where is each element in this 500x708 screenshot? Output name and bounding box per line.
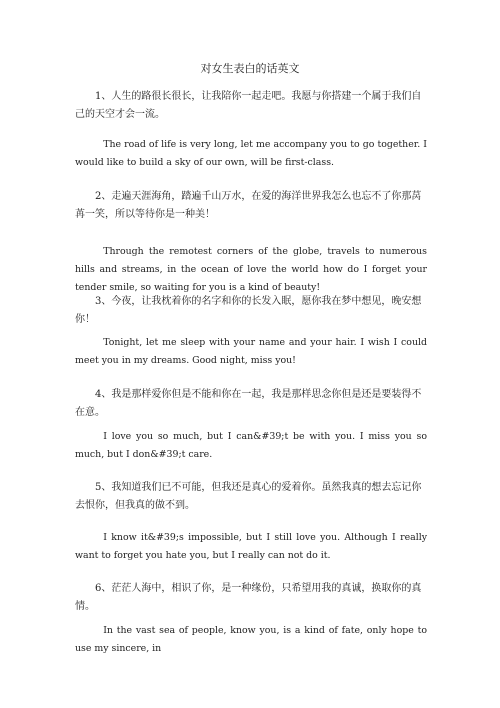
paragraph-zh-5: 5、我知道我们已不可能，但我还是真心的爱着你。虽然我真的想去忘记你去恨你，但我真的做不到。 bbox=[75, 482, 422, 511]
paragraph-en-1: The road of life is very long, let me accompany you to go together. I would like to build a sky of our own, will be first-class. bbox=[75, 139, 427, 168]
paragraph-zh-2: 2、走遍天涯海角，踏遍千山万水，在爱的海洋世界我怎么也忘不了你那莴苒一笑，所以等待你是一种美！ bbox=[75, 191, 422, 220]
paragraph-en-6: In the vast sea of people, know you, is a kind of fate, only hope to use my sincere, in bbox=[75, 625, 427, 654]
paragraph-zh-3: 3、今夜，让我枕着你的名字和你的长发入眠，愿你我在梦中想见，晚安想你！ bbox=[75, 296, 422, 325]
paragraph-zh-6: 6、茫茫人海中，相识了你，是一种缘份，只希望用我的真诚，换取你的真情。 bbox=[75, 583, 422, 612]
paragraph-en-5: I know it&#39;s impossible, but I still love you. Although I really want to forget you hate you, but I really can not do it. bbox=[75, 532, 427, 561]
paragraph-en-4: I love you so much, but I can&#39;t be with you. I miss you so much, but I don&#39;t care. bbox=[75, 431, 427, 460]
paragraph-en-2: Through the remotest corners of the globe, travels to numerous hills and streams, in the ocean of love the world how do I forget your tender smile, so waiting for you is a kind of beauty! bbox=[75, 246, 427, 293]
paragraph-zh-4: 4、我是那样爱你但是不能和你在一起，我是那样思念你但是还是要装得不在意。 bbox=[75, 389, 422, 418]
document-title: 对女生表白的话英文 bbox=[200, 62, 300, 75]
paragraph-zh-1: 1、人生的路很长很长，让我陪你一起走吧。我愿与你搭建一个属于我们自己的天空才会一流。 bbox=[75, 91, 422, 120]
paragraph-en-3: Tonight, let me sleep with your name and your hair. I wish I could meet you in my dreams. Good night, miss you! bbox=[75, 337, 427, 366]
